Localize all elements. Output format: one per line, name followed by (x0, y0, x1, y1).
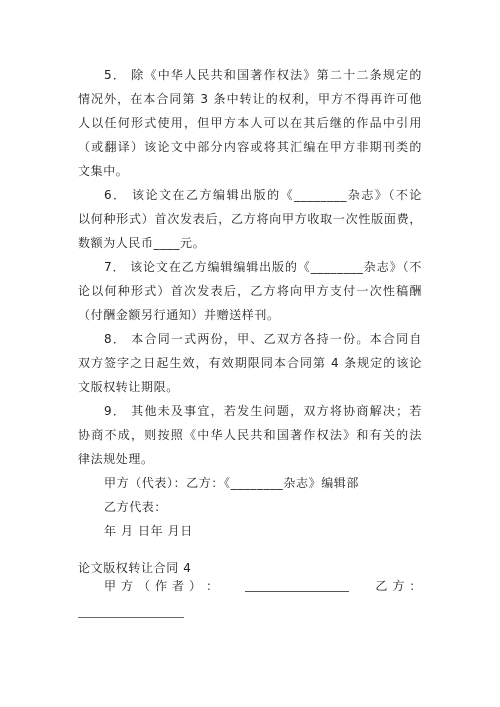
clause-8-line-2: 双方签字之日起生效，有效期限同本合同第 4 条规定的该论 (78, 356, 422, 370)
clause-5-line-2: 情况外，在本合同第 3 条中转让的权利，甲方不得再许可他 (78, 92, 422, 106)
clause-8-line-1: 8． 本合同一式两份，甲、乙双方各持一份。本合同自 (104, 332, 422, 346)
clause-7-line-2: 论以何种形式）首次发表后，乙方将向甲方支付一次性稿酬 (78, 284, 422, 298)
clause-7-line-1: 7． 该论文在乙方编辑编辑出版的《________杂志》（不 (104, 260, 422, 274)
clause-9-line-3: 律法规处理。 (78, 452, 154, 466)
clause-6-line-3: 数额为人民币____元。 (78, 236, 206, 250)
signature-parties: 甲方（代表）：乙方：《________杂志》编辑部 (104, 476, 360, 490)
clause-5-line-3: 人以任何形式使用，但甲方本人可以在其后继的作品中引用 (78, 116, 422, 130)
party-b-label: 乙 方 ： (375, 579, 422, 593)
next-contract-title: 论文版权转让合同 4 (78, 561, 192, 575)
clause-9-line-1: 9． 其他未及事宜，若发生问题，双方将协商解决；若 (104, 404, 422, 418)
clause-6-line-2: 以何种形式）首次发表后，乙方将向甲方收取一次性版面费， (78, 212, 422, 226)
clause-5-line-1: 5． 除《中华人民共和国著作权法》第二十二条规定的 (104, 68, 422, 82)
clause-7-line-3: （付酬金额另行通知）并赠送样刊。 (78, 308, 280, 322)
clause-5-line-5: 文集中。 (78, 164, 129, 178)
clause-9-line-2: 协商不成，则按照《中华人民共和国著作权法》和有关的法 (78, 428, 422, 442)
party-row (104, 578, 422, 594)
signature-date: 年 月 日年 月日 (104, 524, 193, 538)
clause-6-line-1: 6． 该论文在乙方编辑出版的《________杂志》（不论 (104, 188, 422, 202)
clause-5-line-4: （或翻译）该论文中部分内容或将其汇编在甲方非期刊类的 (78, 140, 422, 154)
party-b-blank (78, 617, 184, 618)
party-a-label: 甲 方 （ 作 者 ） ： (104, 579, 219, 593)
party-a-blank (245, 578, 349, 592)
signature-party-b-rep: 乙方代表： (104, 500, 168, 514)
clause-8-line-3: 文版权转让期限。 (78, 380, 179, 394)
